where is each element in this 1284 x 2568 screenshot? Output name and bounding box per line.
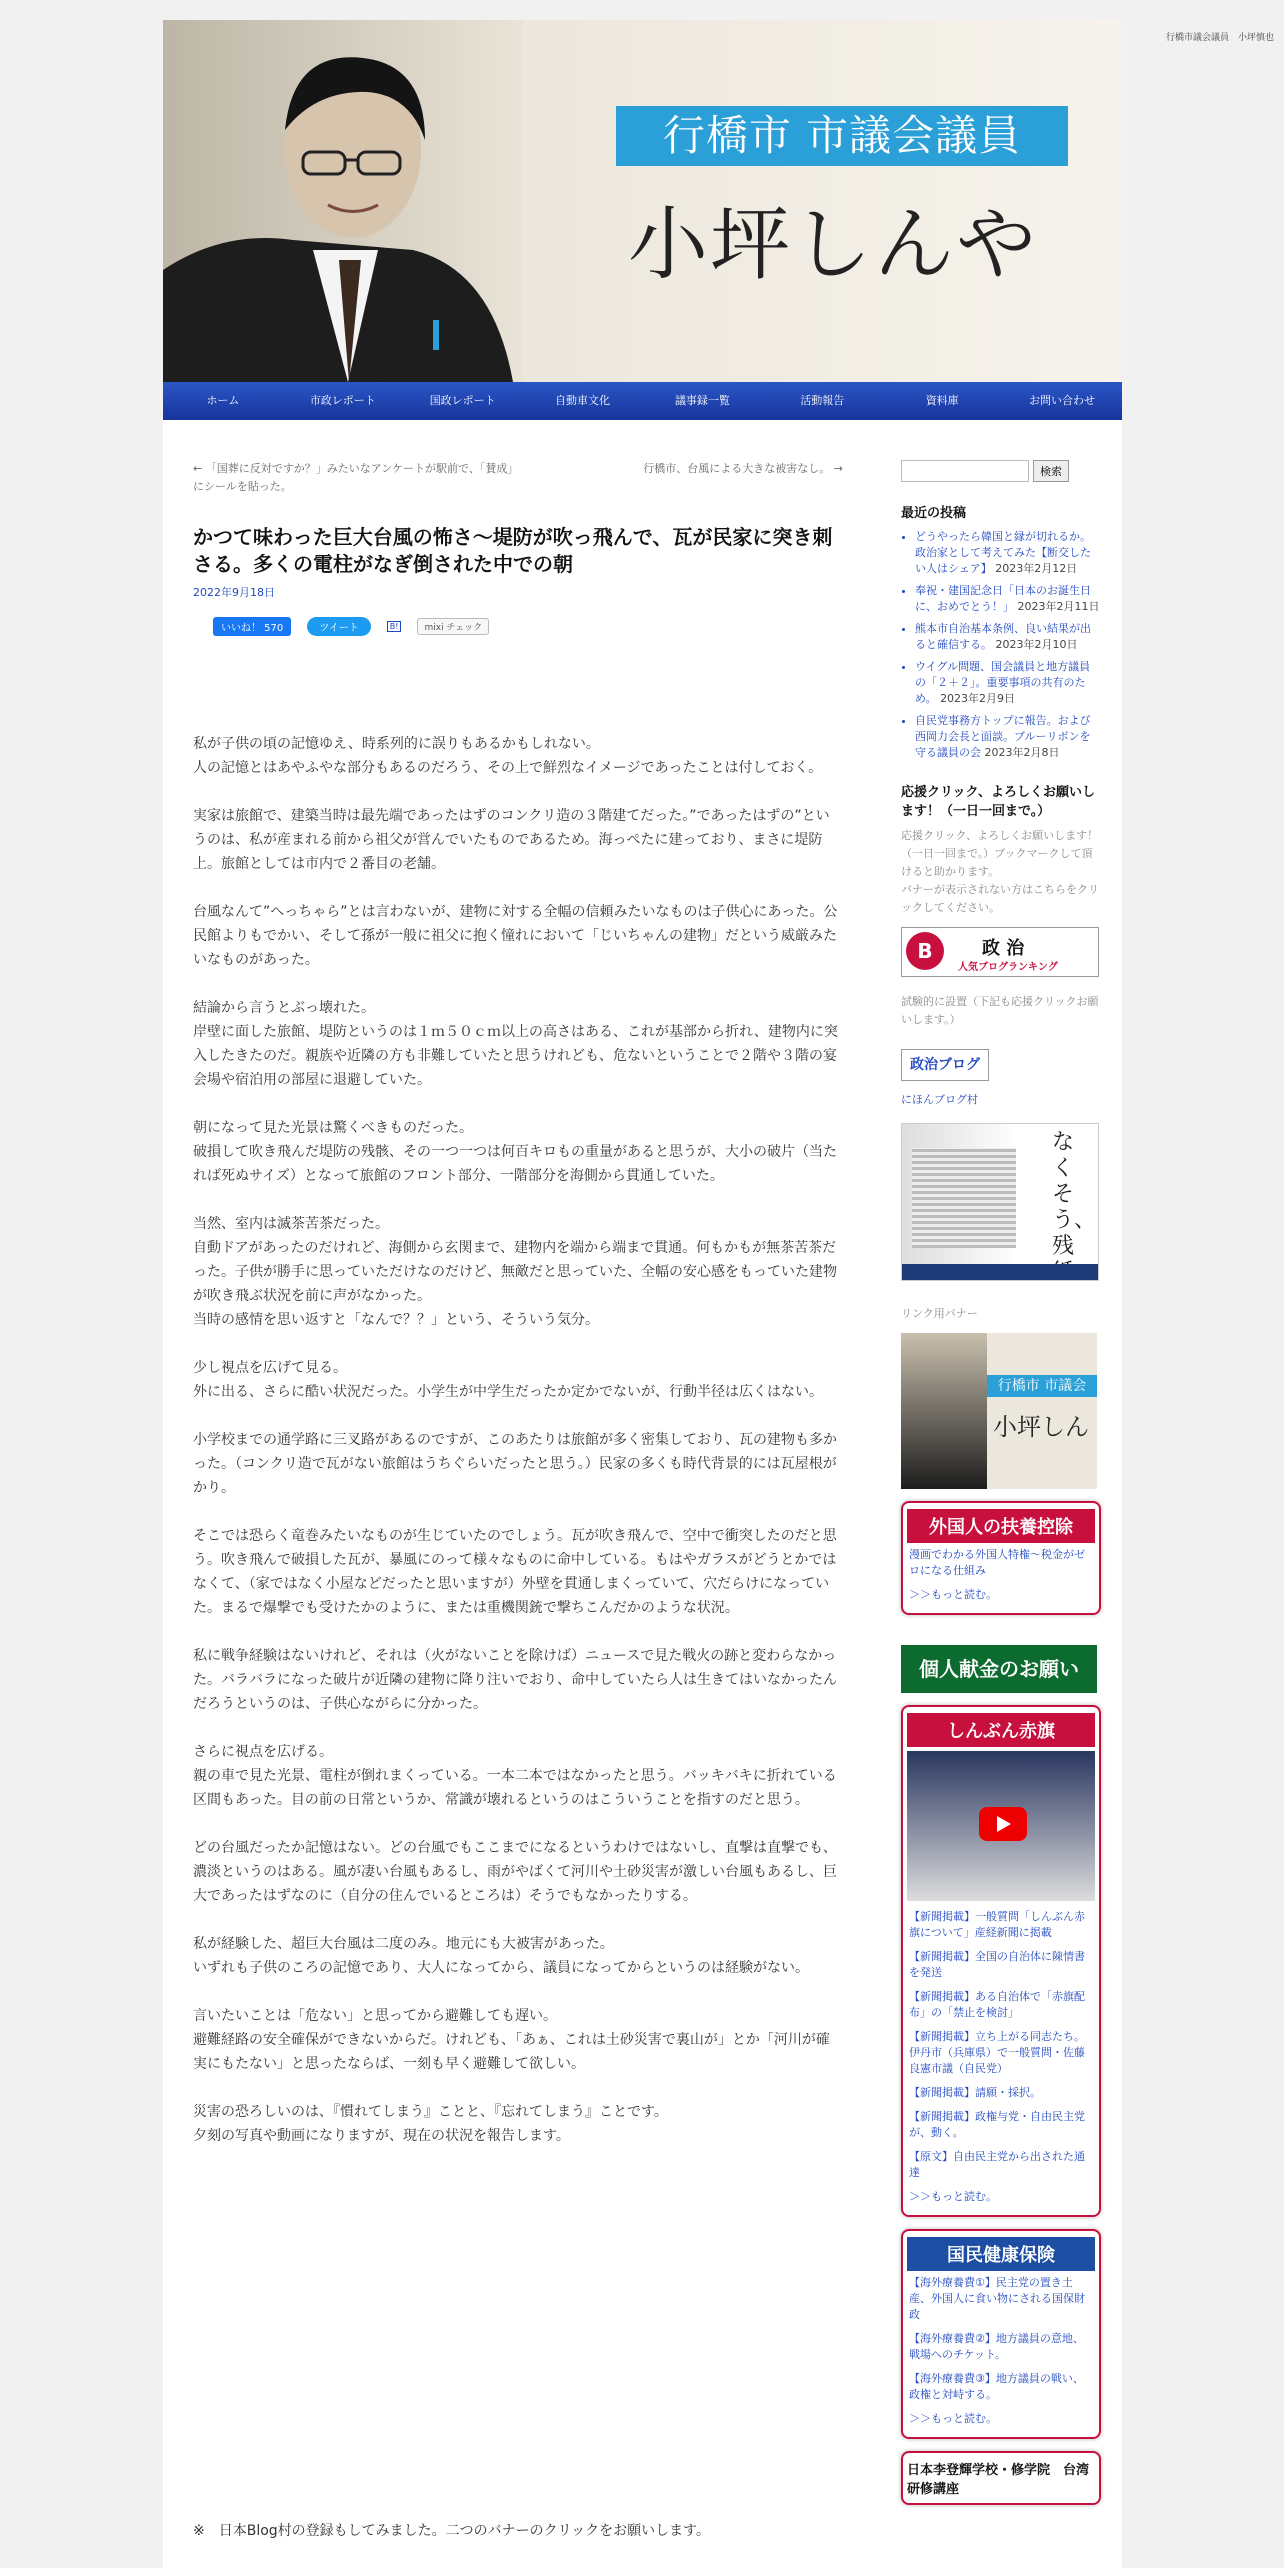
recent-post-link[interactable]: 奉祝・建国記念日「日本のお誕生日に、おめでとう！」 [915, 584, 1091, 613]
nav-national-report[interactable]: 国政レポート [429, 394, 496, 407]
politician-photo [163, 20, 523, 382]
recent-post-link[interactable]: 熊本市自治基本条例、良い結果が出ると確信する。 [915, 622, 1091, 651]
read-more-link[interactable]: ＞＞もっと読む。 [909, 1588, 997, 1601]
akahata-card[interactable] [901, 1705, 1101, 2217]
post-body [193, 732, 843, 2148]
paragraph: 災害の恐ろしいのは、『慣れてしまう』ことと、『忘れてしまう』ことです。 夕刻の写真や動画になりますが、現在の状況を報告します。 [193, 2104, 668, 2144]
card-heading: 国民健康保険 [907, 2237, 1095, 2271]
recent-post-link[interactable]: どうやったら韓国と縁が切れるか。政治家として考えてみた【断交したい人はシェア】 [915, 530, 1091, 575]
recent-posts-heading: 最近の投稿 [901, 506, 967, 521]
read-more-link[interactable]: ＞＞もっと読む。 [909, 2412, 997, 2425]
card-heading: しんぶん赤旗 [907, 1713, 1095, 1747]
main-nav [163, 382, 1122, 420]
search-form [901, 460, 1101, 482]
paragraph: 台風なんて”へっちゃら”とは言わないが、建物に対する全幅の信頼みたいなものは子供心にあった。公民館よりもでかい、そして孫が一般に祖父に抱く憧れにおいて「じいちゃんの建物」だという威厳みたいなものがあった。 [193, 904, 838, 968]
hatena-bookmark-icon[interactable]: B! [387, 621, 402, 632]
card-item[interactable]: 【新聞掲載】ある自治体で「赤旗配布」の「禁止を検討」 [909, 1990, 1085, 2019]
paragraph: そこでは恐らく竜巻みたいなものが生じていたのでしょう。瓦が吹き飛んで、空中で衝突したのだと思う。吹き飛んで破損した瓦が、暴風にのって様々なものに命中している。もはやガラスがどうとかではなくて、（家ではなく小屋などだったと思いますが）外壁を貫通しまくっていて、穴だらけになっていた。まるで爆撃でも受けたかのように、または重機関銃で撃ちこんだかのような状況。 [193, 1528, 837, 1616]
recent-post-item[interactable] [915, 529, 1101, 577]
trial-text: 試験的に設置（下記も応援クリックお願いします。） [901, 995, 1099, 1026]
paragraph: どの台風だったか記憶はない。どの台風でもここまでになるというわけではないし、直撃は直撃でも、濃淡というのはある。風が凄い台風もあるし、雨がやばくて河川や土砂災害が激しい台風もあるし、巨大であったはずなのに（自分の住んでいるところは）そうでもなかったりする。 [193, 1840, 837, 1904]
main-content [193, 460, 843, 2172]
card-heading: 外国人の扶養控除 [907, 1509, 1095, 1543]
nav-home[interactable]: ホーム [206, 394, 240, 407]
previous-post-link[interactable]: ← 「国葬に反対ですか？」みたいなアンケートが駅前で、「賛成」にシールを貼った。 [193, 462, 513, 493]
card-item[interactable]: 【新聞掲載】一般質問「しんぶん赤旗について」産経新聞に掲載 [909, 1910, 1085, 1939]
zanshi-footer [902, 1264, 1098, 1280]
recent-post-item[interactable] [915, 713, 1101, 761]
ranking-banner-title: 政 治 [982, 938, 1025, 959]
support-text: 応援クリック、よろしくお願いします！（一日一回まで。）ブックマークして頂けると助かります。 バナーが表示されない方はこちらをクリックしてください。 [901, 829, 1099, 914]
recent-post-date: 2023年2月11日 [1017, 600, 1100, 613]
read-more-link[interactable]: ＞＞もっと読む。 [909, 2190, 997, 2203]
paragraph: 実家は旅館で、建築当時は最先端であったはずのコンクリ造の３階建てだった。”であったはずの”というのは、私が産まれる前から祖父が営んでいたものであるため。海っぺたに建っており、まさに堤防上。旅館としては市内で２番目の老舗。 [193, 808, 830, 872]
fuyo-koujo-card[interactable] [901, 1501, 1101, 1615]
seiji-blog-badge[interactable]: 政治ブログ [901, 1049, 989, 1081]
nav-activity[interactable]: 活動報告 [800, 394, 845, 407]
paragraph: 当然、室内は滅茶苦茶だった。 自動ドアがあったのだけれど、海側から玄関まで、建物内を端から端まで貫通。何もかもが無茶苦茶だった。子供が勝手に思っていただけなのだけど、無敵だと思っていた、全幅の安心感をもっていた建物が吹き飛ぶ状況を前に声がなかった。 当時の感情を思い返すと「なんで？？」という、そういう気分。 [193, 1216, 837, 1328]
tweet-button[interactable]: ツイート [307, 617, 371, 636]
search-input[interactable] [901, 460, 1029, 482]
sidebar [901, 460, 1101, 2517]
card-item[interactable]: 【海外療養費③】地方議員の戦い、政権と対峙する。 [909, 2372, 1084, 2401]
nav-city-report[interactable]: 市政レポート [309, 394, 376, 407]
blog-village-link[interactable]: にほんブログ村 [901, 1093, 978, 1106]
recent-post-date: 2023年2月9日 [940, 692, 1016, 705]
paragraph: 結論から言うとぶっ壊れた。 岸壁に面した旅館、堤防というのは１ｍ５０ｃｍ以上の高さはある、これが基部から折れ、建物内に突入したきたのだ。親族や近隣の方も非難していたと思うけれども、危ないということで２階や３階の宴会場や宿泊用の部屋に退避していた。 [193, 1000, 838, 1088]
card-heading: 日本李登輝学校・修学院 台湾研修講座 [907, 2463, 1090, 2497]
header-banner[interactable] [163, 20, 1122, 382]
paragraph: 私が経験した、超巨大台風は二度のみ。地元にも大被害があった。 いずれも子供のころの記憶であり、大人になってから、議員になってからというのは経験がない。 [193, 1936, 809, 1976]
card-text[interactable]: 漫画でわかる外国人特権～税金がゼロになる仕組み [909, 1548, 1085, 1577]
recent-post-date: 2023年2月8日 [984, 746, 1060, 759]
card-item[interactable]: 【新聞掲載】全国の自治体に陳情書を発送 [909, 1950, 1085, 1979]
mixi-check-button[interactable]: mixi チェック [417, 618, 489, 635]
post-date[interactable]: 2022年9月18日 [193, 586, 275, 599]
kenkin-banner[interactable] [901, 1645, 1097, 1693]
site-tagline: 行橋市議会議員 小坪慎也 [1165, 33, 1274, 43]
recent-post-item[interactable] [915, 621, 1101, 653]
nav-archive[interactable]: 資料庫 [925, 394, 959, 407]
card-item[interactable]: 【新聞掲載】立ち上がる同志たち。伊丹市（兵庫県）で一般質問・佐藤良憲市議（自民党） [909, 2030, 1085, 2075]
post-navigation [193, 460, 843, 500]
recent-post-item[interactable] [915, 583, 1101, 615]
share-bar [213, 616, 843, 636]
page-container [163, 20, 1122, 2568]
support-heading: 応援クリック、よろしくお願いします！（一日一回まで。） [901, 785, 1095, 819]
card-item[interactable]: 【海外療養費①】民主党の置き土産、外国人に食い物にされる国保財政 [909, 2276, 1085, 2321]
zanshi-text: なくそう、残 [1052, 1130, 1097, 1259]
card-item[interactable]: 【海外療養費②】地方議員の意地、戦場へのチケット。 [909, 2332, 1084, 2361]
nav-car-culture[interactable]: 自動車文化 [555, 394, 611, 407]
recent-post-date: 2023年2月12日 [995, 562, 1078, 575]
kokuho-card[interactable] [901, 2229, 1101, 2439]
newspaper-stack-icon [912, 1148, 1016, 1248]
recent-post-link[interactable]: 自民党事務方トップに報告。および西岡力会長と面談。ブルーリボンを守る議員の会 [915, 714, 1091, 759]
paragraph: 私が子供の頃の記憶ゆえ、時系列的に誤りもあるかもしれない。 人の記憶とはあやふやな部分もあるのだろう、その上で鮮烈なイメージであったことは付しておく。 [193, 736, 823, 776]
zanshi-banner[interactable] [901, 1123, 1099, 1281]
play-icon[interactable] [979, 1807, 1027, 1841]
search-button[interactable]: 検索 [1033, 460, 1069, 482]
paragraph: 私に戦争経験はないけれど、それは（火がないことを除けば）ニュースで見た戦火の跡と変わらなかった。バラバラになった破片が近隣の建物に降り注いでおり、命中していたら人は生きてはいなかったんだろうというのは、子供心ながらに分かった。 [193, 1648, 837, 1712]
card-item[interactable]: 【原文】自由民主党から出された通達 [909, 2150, 1085, 2179]
link-banner-title: 行橋市 市議会 [987, 1375, 1097, 1397]
link-banner-name: 小坪しん [993, 1413, 1089, 1441]
link-banner-label: リンク用バナー [901, 1307, 978, 1320]
ranking-banner[interactable] [901, 927, 1099, 977]
kenkin-text: 個人献金のお願い [919, 1657, 1079, 1681]
header-name: 小坪しんや [628, 198, 1038, 291]
recent-post-link[interactable]: ウイグル問題、国会議員と地方議員の「２＋２」。重要事項の共有のため。 [915, 660, 1091, 705]
video-thumbnail[interactable] [907, 1751, 1095, 1901]
ranking-logo-icon: B [906, 932, 944, 970]
recent-posts-list [901, 529, 1101, 761]
litouhui-card[interactable] [901, 2451, 1101, 2505]
link-banner-photo [901, 1333, 987, 1489]
card-item[interactable]: 【新聞掲載】政権与党・自由民主党が、動く。 [909, 2110, 1085, 2139]
link-banner[interactable] [901, 1333, 1097, 1489]
nav-contact[interactable]: お問い合わせ [1029, 394, 1096, 407]
paragraph: 言いたいことは「危ない」と思ってから避難しても遅い。 避難経路の安全確保ができないからだ。けれども、「あぁ、これは土砂災害で裏山が」とか「河川が確実にもたない」と思ったならば、一刻も早く避難して欲しい。 [193, 2008, 830, 2072]
facebook-like-button[interactable]: いいね！ 570 [213, 617, 291, 636]
header-title: 行橋市 市議会議員 [662, 111, 1022, 160]
paragraph: 小学校までの通学路に三叉路があるのですが、このあたりは旅館が多く密集しており、瓦の建物も多かった。（コンクリ造で瓦がない旅館はうちぐらいだったと思う。）民家の多くも時代背景的には瓦屋根がかり。 [193, 1432, 837, 1496]
recent-post-item[interactable] [915, 659, 1101, 707]
card-item[interactable]: 【新聞掲載】請願・採択。 [909, 2086, 1041, 2099]
recent-post-date: 2023年2月10日 [995, 638, 1078, 651]
next-post-link[interactable]: 行橋市、台風による大きな被害なし。 → [643, 462, 843, 475]
nav-minutes[interactable]: 議事録一覧 [674, 394, 730, 407]
paragraph: さらに視点を広げる。 親の車で見た光景、電柱が倒れまくっている。一本二本ではなかったと思う。バッキバキに折れている区間もあった。目の前の日常というか、常識が壊れるというのはこういうことを指すのだと思う。 [193, 1744, 837, 1808]
ranking-banner-subtitle: 人気ブログランキング [958, 962, 1058, 973]
paragraph: 少し視点を広げて見る。 外に出る、さらに酷い状況だった。小学生が中学生だったか定かでないが、行動半径は広くはない。 [193, 1360, 823, 1400]
paragraph: 朝になって見た光景は驚くべきものだった。 破損して吹き飛んだ堤防の残骸、その一つ一つは何百キロもの重量があると思うが、大小の破片（当たれば死ぬサイズ）となって旅館のフロント部分、一階部分を海側から貫通していた。 [193, 1120, 837, 1184]
blog-village-note: ※ 日本Blog村の登録もしてみました。二つのバナーのクリックをお願いします。 [193, 2523, 710, 2539]
post-title: かつて味わった巨大台風の怖さ～堤防が吹っ飛んで、瓦が民家に突き刺さる。多くの電柱がなぎ倒された中での朝 [193, 525, 833, 576]
